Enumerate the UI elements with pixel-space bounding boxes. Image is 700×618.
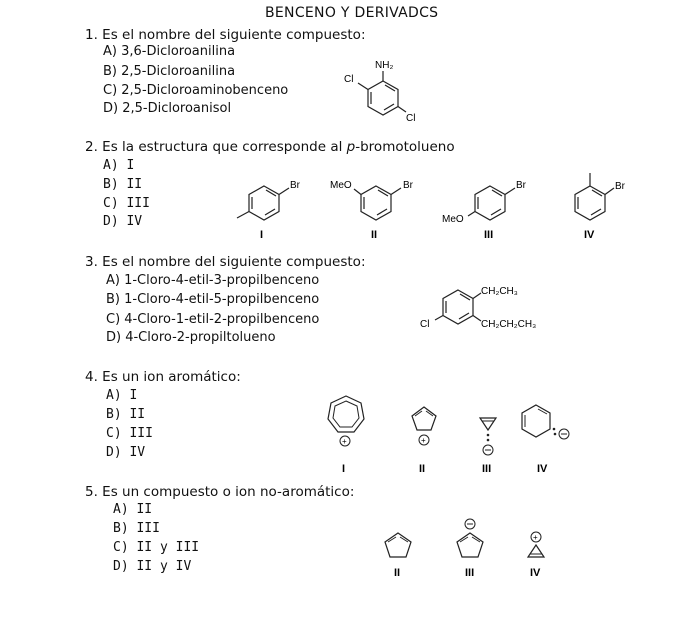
question-5-text: 5. Es un compuesto o ion no-aromático: bbox=[85, 484, 355, 500]
q4-option-b: B) II bbox=[106, 407, 146, 422]
q2-roman-IV: IV bbox=[584, 229, 595, 241]
q4-option-c: C) III bbox=[106, 426, 153, 441]
q2-option-d: D) IV bbox=[103, 214, 143, 229]
q2-option-a: A) I bbox=[103, 158, 135, 173]
q3-option-c: C) 4-Cloro-1-etil-2-propilbenceno bbox=[106, 312, 320, 327]
q2-I-br: Br bbox=[290, 180, 300, 191]
q2-II-meo: MeO bbox=[330, 180, 352, 191]
q1-option-a: A) 3,6-Dicloroanilina bbox=[103, 44, 236, 59]
q1-option-b: B) 2,5-Dicloroanilina bbox=[103, 64, 236, 79]
q5-roman-III: III bbox=[465, 567, 475, 579]
q4-option-a: A) I bbox=[106, 388, 138, 403]
q5-option-c: C) II y III bbox=[113, 540, 200, 555]
q1-cl-label-2: Cl bbox=[406, 113, 416, 124]
q3-propyl-label: CH₂CH₂CH₃ bbox=[481, 319, 537, 330]
q5-roman-IV: IV bbox=[530, 567, 541, 579]
question-4-text: 4. Es un ion aromático: bbox=[85, 369, 241, 385]
q2-III-meo: MeO bbox=[442, 214, 464, 225]
q3-cl-label: Cl bbox=[420, 319, 430, 330]
q5-option-b: B) III bbox=[113, 521, 160, 536]
q1-nh2-label: NH₂ bbox=[375, 60, 394, 71]
question-3-text: 3. Es el nombre del siguiente compuesto: bbox=[85, 254, 366, 270]
q2-option-b: B) II bbox=[103, 177, 143, 192]
q2-IV-br: Br bbox=[615, 181, 625, 192]
q2-roman-I: I bbox=[260, 229, 264, 241]
q2-II-br: Br bbox=[403, 180, 413, 191]
q2-italic-p: p bbox=[346, 139, 356, 155]
q3-option-b: B) 1-Cloro-4-etil-5-propilbenceno bbox=[106, 292, 320, 307]
q3-option-a: A) 1-Cloro-4-etil-3-propilbenceno bbox=[106, 273, 320, 288]
q2-III-br: Br bbox=[516, 180, 526, 191]
q3-ethyl-label: CH₂CH₃ bbox=[481, 286, 518, 297]
q4-roman-IV: IV bbox=[537, 463, 548, 475]
q4-roman-I: I bbox=[342, 463, 346, 475]
q4-II-plus: + bbox=[421, 436, 426, 445]
page-title: BENCENO Y DERIVADCS bbox=[265, 5, 439, 21]
q4-roman-III: III bbox=[482, 463, 492, 475]
q5-IV-plus: + bbox=[533, 533, 538, 542]
q1-option-d: D) 2,5-Dicloroanisol bbox=[103, 101, 232, 116]
q2-roman-II: II bbox=[371, 229, 378, 241]
q2-roman-III: III bbox=[484, 229, 494, 241]
q5-option-d: D) II y IV bbox=[113, 559, 192, 574]
q3-option-d: D) 4-Cloro-2-propiltolueno bbox=[106, 330, 276, 345]
q1-cl-label-1: Cl bbox=[344, 74, 354, 85]
question-2-text: 2. Es la estructura que corresponde al p-bromotolueno bbox=[85, 139, 455, 155]
q5-roman-II: II bbox=[394, 567, 401, 579]
q2-option-c: C) III bbox=[103, 196, 150, 211]
q4-roman-II: II bbox=[419, 463, 426, 475]
q4-option-d: D) IV bbox=[106, 445, 146, 460]
q5-option-a: A) II bbox=[113, 502, 153, 517]
question-1-text: 1. Es el nombre del siguiente compuesto: bbox=[85, 27, 366, 43]
q1-option-c: C) 2,5-Dicloroaminobenceno bbox=[103, 83, 289, 98]
q4-I-plus: + bbox=[342, 437, 347, 446]
